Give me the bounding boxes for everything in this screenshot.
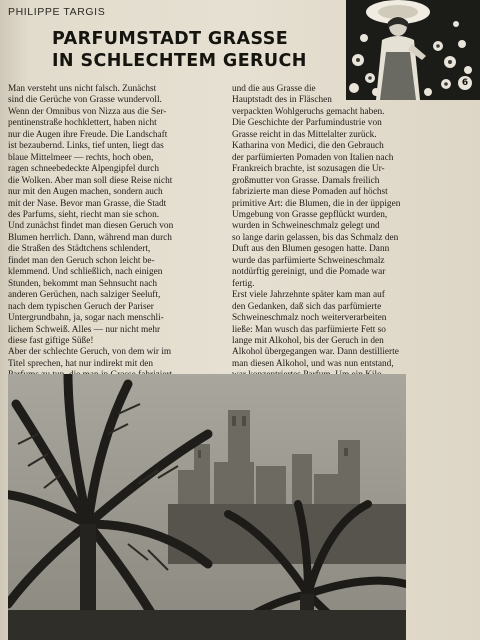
left-column-text-line: die Wolken. Aber man soll diese Reise nicht <box>8 175 173 186</box>
left-column-text-line: findet man den Geruch schon leicht be- <box>8 255 155 266</box>
right-column-text-line: wurde das parfümierte Schweineschmalz <box>232 255 385 266</box>
right-column-text-line: lange mit Alkohol, bis der Geruch in den <box>232 335 384 346</box>
left-column-text-line: mit der Nase. Bevor man Grasse, die Stadt <box>8 198 167 209</box>
right-column-text-line: und die aus Grasse die <box>232 84 316 94</box>
right-column-text-line: der parfümierten Pomaden von Italien nach <box>232 152 394 163</box>
right-column-text-line: notdürftig gereinigt, und die Pomade war <box>232 267 386 278</box>
left-column-text-line: Stunden, bekommt man Sehnsucht nach <box>8 278 157 289</box>
right-column-text-line: fabrizierte man diese Pomaden auf höchst <box>232 187 388 198</box>
right-column-text-line: Alkohol übergegangen war. Dann destillierte <box>232 347 399 358</box>
left-column-text-line: lichem Schweiß. Alles — nur nicht mehr <box>8 324 161 335</box>
right-column-text-line: großmutter von Grasse. Damals freilich <box>232 175 380 186</box>
left-column-text-line: nur mit den Augen machen, sondern auch <box>8 187 163 198</box>
right-column-text-line: man diesen Alkohol, und was nun entstand, <box>232 358 394 369</box>
left-column-text-line: Wenn der Omnibus von Nizza aus die Ser- <box>8 106 167 117</box>
left-column-text-line: klemmend. Und schließlich, nach einigen <box>8 267 163 278</box>
left-column-text-line: die Straßen des Städtchens schlendert, <box>8 244 151 255</box>
issue-number-badge: 6 <box>458 76 472 90</box>
left-column-text-line: nur die Augen ihre Freude. Die Landschaft <box>8 129 168 140</box>
right-column-text-line: Umgebung von Grasse gepflückt wurden, <box>232 209 388 220</box>
right-column-text-line: Erst viele Jahrzehnte später kam man auf <box>232 290 385 301</box>
left-column-text-line: pentinenstraße hochklettert, haben nicht <box>8 118 157 129</box>
grasse-town-photo <box>8 374 406 640</box>
left-column-text-line: sind die Gerüche von Grasse wundervoll. <box>8 95 162 106</box>
right-column-text-line: primitive Art: die Blumen, die in der üppigen <box>232 198 401 209</box>
left-column-text-line: nach dem typischen Geruch der Pariser <box>8 301 154 312</box>
headline-line-2: IN SCHLECHTEM GERUCH <box>52 51 307 71</box>
palm-trees-and-town-image <box>8 374 406 640</box>
right-column-text-line: Frankreich brachte, ist sozusagen die Ur- <box>232 164 385 175</box>
right-column-text-line: Schweineschmalz noch weiterverarbeiten <box>232 313 387 324</box>
right-column-text-line: ließe: Man wusch das parfümierte Fett so <box>232 324 386 335</box>
left-column-text-line: ragen schneebedeckte Alpengipfel durch <box>8 164 160 175</box>
right-column-text-line: Grasse reicht in das Mittelalter zurück. <box>232 129 377 140</box>
right-column-text-line: Katharina von Medici, die den Gebrauch <box>232 141 384 152</box>
headline-line-1: PARFUMSTADT GRASSE <box>52 29 289 49</box>
right-column-text-line: verpackten Wohlgeruchs gemacht haben. <box>232 106 385 117</box>
left-column-text-line: Titel sprechen, hat nur indirekt mit den <box>8 358 154 369</box>
right-column-text-line: Duft aus den Blumen gesogen hatte. Dann <box>232 244 390 255</box>
left-column-text-line: Untergrundbahn, ja, sogar nach menschli- <box>8 313 164 324</box>
author-name: PHILIPPE TARGIS <box>8 6 106 18</box>
right-column-text-line: so lange darin gelassen, bis das Schmalz den <box>232 232 399 243</box>
left-column-text-line: Man versteht uns nicht falsch. Zunächst <box>8 84 157 94</box>
left-column-text-line: Aber der schlechte Geruch, von dem wir im <box>8 347 172 358</box>
left-column-text-line: ist bezaubernd. Links, tief unten, liegt das <box>8 141 164 152</box>
right-column-text-line: den Gedanken, daß sich das parfümierte <box>232 301 382 312</box>
left-column-text-line: diese fast giftige Süße! <box>8 335 94 346</box>
right-column-text-line: wurden in Schweineschmalz gelegt und <box>232 221 380 232</box>
headline <box>52 28 342 72</box>
right-column <box>232 84 470 382</box>
left-column-text-line: Und zunächst findet man diesen Geruch von <box>8 221 174 232</box>
left-column-text-line: blaue Mittelmeer — rechts, hoch oben, <box>8 152 154 163</box>
right-column-text-line: fertig. <box>232 278 255 289</box>
right-column-text-line: Hauptstadt des in Fläschen <box>232 95 332 106</box>
left-column-text-line: des Parfums, sieht, riecht man sie schon. <box>8 209 160 220</box>
left-column <box>8 84 226 382</box>
right-column-text-line: Die Geschichte der Parfumindustrie von <box>232 118 382 129</box>
left-column-text-line: Blumen herrlich. Dann, während man durch <box>8 232 172 243</box>
left-column-text-line: anderen Gerüchen, nach salziger Seeluft, <box>8 290 161 301</box>
